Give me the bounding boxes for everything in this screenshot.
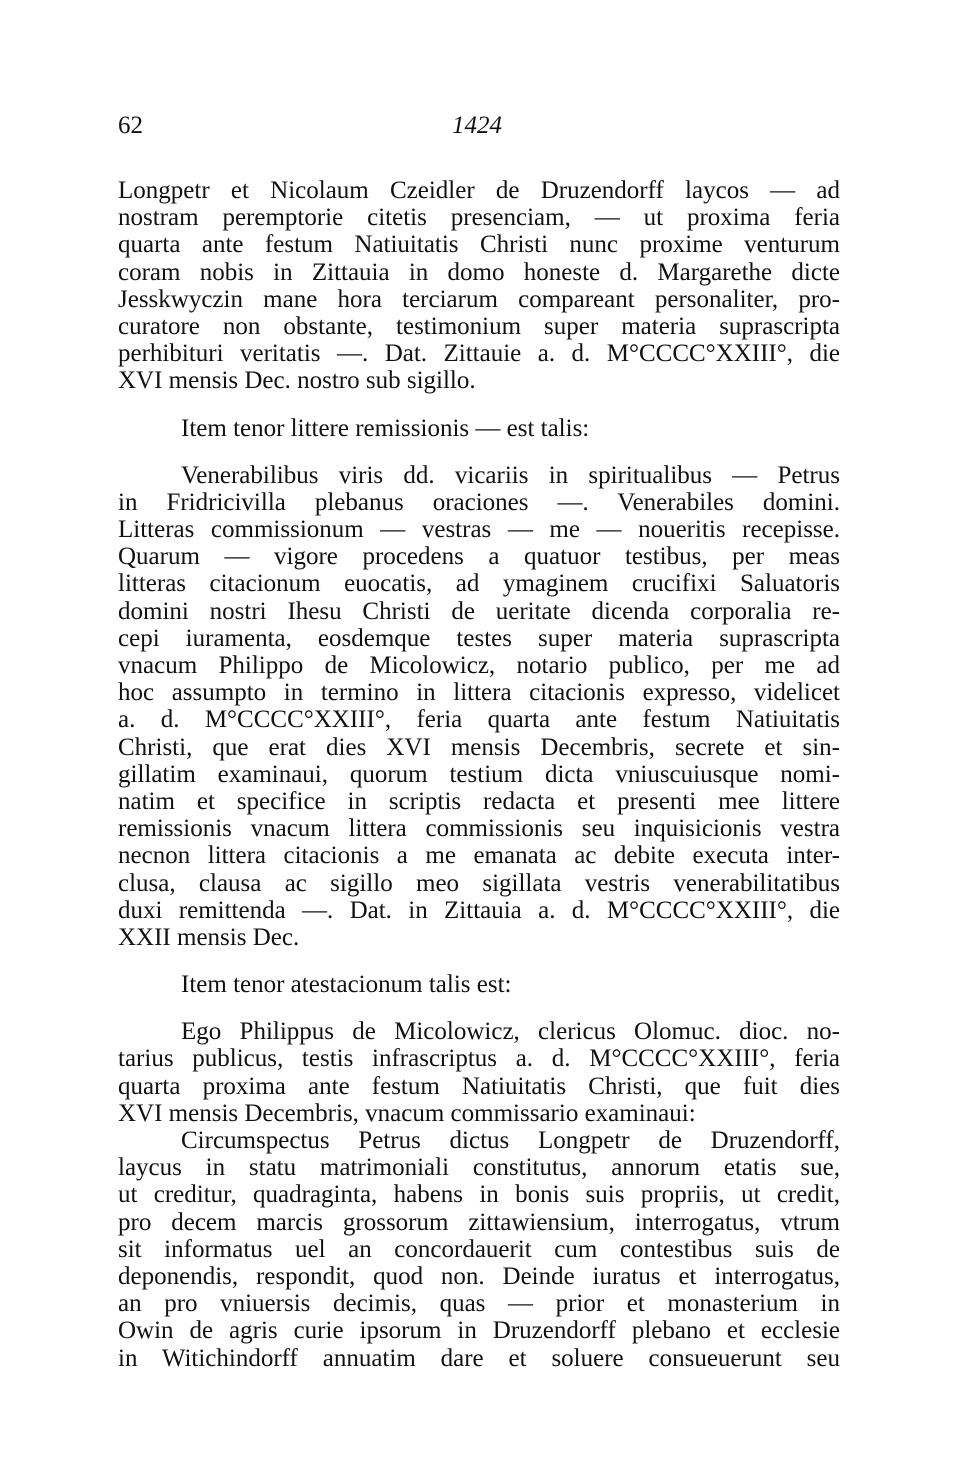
text-line: necnon littera citacionis a me emanata ac debite executa inter- — [118, 842, 840, 870]
text-line: quarta proxima ante festum Natiuitatis Christi, que fuit dies — [118, 1072, 840, 1100]
text-line: cepi iuramenta, eosdemque testes super materia suprascripta — [118, 624, 840, 652]
text-line: vnacum Philippo de Micolowicz, notario publico, per me ad — [118, 652, 840, 679]
text-line: Litteras commissionum — vestras — me — noueritis recepisse. — [118, 516, 840, 544]
text-line: Owin de agris curie ipsorum in Druzendorff plebano et ecclesie — [118, 1317, 840, 1345]
text-line: XXII mensis Dec. — [118, 923, 300, 951]
text-line: litteras citacionum euocatis, ad ymaginem crucifixi Saluatoris — [118, 570, 840, 598]
text-line: coram nobis in Zittauia in domo honeste d. Margarethe dicte — [118, 258, 840, 286]
text-line: pro decem marcis grossorum zittawiensium, interrogatus, vtrum — [118, 1208, 840, 1236]
text-line: natim et specifice in scriptis redacta et presenti mee littere — [118, 787, 840, 815]
text-line: sit informatus uel an concordauerit cum contestibus suis de — [118, 1235, 840, 1263]
text-line: curatore non obstante, testimonium super materia suprascripta — [118, 312, 840, 340]
text-line: Item tenor atestacionum talis est: — [181, 971, 512, 999]
page-number: 62 — [118, 112, 143, 139]
text-line: remissionis vnacum littera commissionis seu inquisicionis vestra — [118, 815, 840, 843]
text-line: Jesskwyczin mane hora terciarum compareant personaliter, pro- — [118, 285, 840, 313]
page-header — [118, 112, 840, 148]
paragraph — [118, 462, 840, 951]
text-line: a. d. M°CCCC°XXIII°, feria quarta ante festum Natiuitatis — [118, 706, 840, 734]
text-line: an pro vniuersis decimis, quas — prior et monasterium in — [118, 1290, 840, 1318]
text-line: duxi remittenda —. Dat. in Zittauia a. d. M°CCCC°XXIII°, die — [118, 896, 840, 924]
text-line: clusa, clausa ac sigillo meo sigillata vestris venerabilitatibus — [118, 869, 840, 897]
text-line: Venerabilibus viris dd. vicariis in spiritualibus — Petrus — [181, 461, 840, 489]
text-line: Longpetr et Nicolaum Czeidler de Druzendorff laycos — ad — [118, 177, 840, 204]
text-line: hoc assumpto in termino in littera citacionis expresso, videlicet — [118, 679, 840, 707]
text-line: deponendis, respondit, quod non. Deinde iuratus et interrogatus, — [118, 1262, 840, 1290]
paragraph — [118, 1018, 840, 1127]
text-line: Ego Philippus de Micolowicz, clericus Olomuc. dioc. no- — [181, 1018, 840, 1046]
paragraph — [118, 177, 840, 395]
text-line: ut creditur, quadraginta, habens in bonis suis propriis, ut credit, — [118, 1181, 840, 1209]
text-line: quarta ante festum Natiuitatis Christi nunc proxime venturum — [118, 231, 840, 259]
text-line: Circumspectus Petrus dictus Longpetr de Druzendorff, — [181, 1127, 840, 1154]
paragraph — [118, 971, 840, 998]
paragraph — [118, 1127, 840, 1372]
running-header-year: 1424 — [452, 112, 502, 139]
text-line: Item tenor littere remissionis — est talis: — [181, 414, 590, 442]
text-line: laycus in statu matrimoniali constitutus, annorum etatis sue, — [118, 1154, 840, 1182]
text-line: in Fridricivilla plebanus oraciones —. Venerabiles domini. — [118, 488, 840, 516]
text-line: Christi, que erat dies XVI mensis Decembris, secrete et sin- — [118, 733, 840, 761]
text-line: Quarum — vigore procedens a quatuor testibus, per meas — [118, 543, 840, 571]
text-line: gillatim examinaui, quorum testium dicta vniuscuiusque nomi- — [118, 760, 840, 788]
paragraph — [118, 415, 840, 442]
text-line: nostram peremptorie citetis presenciam, — ut proxima feria — [118, 204, 840, 232]
body-text — [118, 177, 840, 1372]
text-line: in Witichindorff annuatim dare et soluere consueuerunt seu — [118, 1344, 840, 1372]
text-line: XVI mensis Decembris, vnacum commissario examinaui: — [118, 1099, 696, 1127]
text-line: domini nostri Ihesu Christi de ueritate dicenda corporalia re- — [118, 597, 840, 625]
text-line: tarius publicus, testis infrascriptus a. d. M°CCCC°XXIII°, feria — [118, 1045, 840, 1073]
text-line: XVI mensis Dec. nostro sub sigillo. — [118, 367, 476, 395]
text-line: perhibituri veritatis —. Dat. Zittauie a. d. M°CCCC°XXIII°, die — [118, 340, 840, 368]
